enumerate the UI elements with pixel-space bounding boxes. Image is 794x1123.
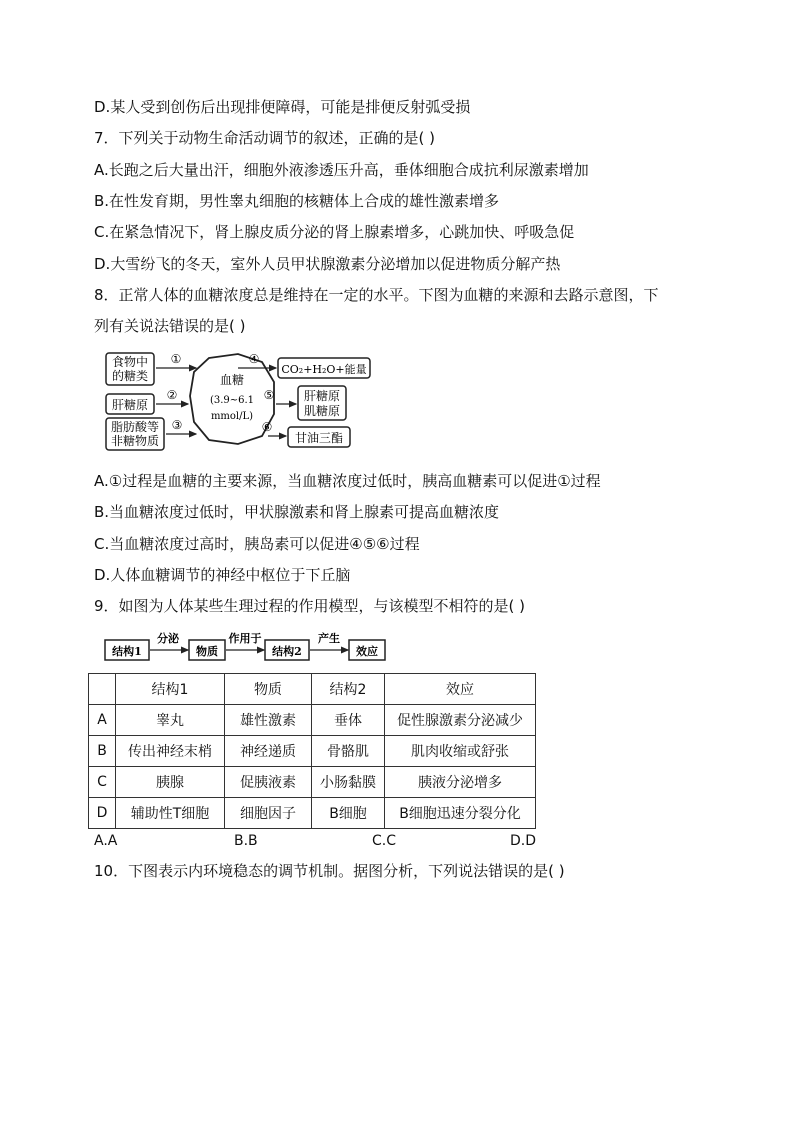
q9-model-diagram — [104, 630, 386, 662]
q8-option-a: A.①过程是血糖的主要来源，当血糖浓度过低时，胰高血糖素可以促进①过程 — [94, 472, 601, 490]
table-cell: A — [89, 705, 116, 736]
table-cell: 胰腺 — [116, 767, 225, 798]
source-nonsugar-label-2: 非糖物质 — [110, 434, 160, 448]
table-header-row — [89, 674, 536, 705]
table-cell: B — [89, 736, 116, 767]
table-cell: 骨骼肌 — [312, 736, 385, 767]
table-cell: 胰液分泌增多 — [385, 767, 536, 798]
output-glycogen-label-1: 肝糖原 — [303, 389, 341, 403]
q9-option-a: A.A — [94, 833, 118, 849]
source-nonsugar-label-1: 脂肪酸等 — [110, 420, 160, 434]
table-cell: C — [89, 767, 116, 798]
blood-sugar-label: 血糖 — [219, 373, 245, 387]
table-cell: 小肠黏膜 — [312, 767, 385, 798]
q9-option-c: C.C — [372, 833, 397, 849]
q8-option-b: B.当血糖浓度过低时，甲状腺激素和肾上腺素可提高血糖浓度 — [94, 503, 500, 521]
q7-option-a: A.长跑之后大量出汗，细胞外液渗透压升高，垂体细胞合成抗利尿激素增加 — [94, 161, 589, 179]
output-energy-label: CO₂+H₂O+能量 — [281, 363, 367, 376]
table-header-cell: 结构1 — [116, 674, 225, 705]
q7-option-b: B.在性发育期，男性睾丸细胞的核糖体上合成的雄性激素增多 — [94, 192, 500, 210]
q9-option-d: D.D — [510, 833, 537, 849]
q8-option-d: D.人体血糖调节的神经中枢位于下丘脑 — [94, 566, 351, 584]
table-cell: 睾丸 — [116, 705, 225, 736]
model-arrow-secrete-label: 分泌 — [157, 632, 179, 645]
table-cell: 促性腺激素分泌减少 — [385, 705, 536, 736]
q10-stem: 10．下图表示内环境稳态的调节机制。据图分析，下列说法错误的是( ) — [94, 862, 565, 880]
blood-sugar-range-2: mmol/L) — [210, 411, 254, 422]
table-cell: 传出神经末梢 — [116, 736, 225, 767]
process-1-label: ① — [170, 352, 182, 366]
source-food-label-2: 的糖类 — [111, 369, 149, 383]
q9-option-b: B.B — [234, 833, 258, 849]
process-6-label: ⑥ — [261, 420, 273, 434]
q8-stem-line2: 列有关说法错误的是( ) — [94, 317, 246, 335]
output-triglyceride-label: 甘油三酯 — [294, 431, 344, 445]
q7-stem: 7．下列关于动物生命活动调节的叙述，正确的是( ) — [94, 129, 436, 147]
process-2-label: ② — [166, 388, 178, 402]
model-box-structure2-label: 结构2 — [272, 645, 302, 658]
model-box-effect-label: 效应 — [356, 645, 378, 658]
model-arrow-acts-on-label: 作用于 — [228, 632, 262, 645]
table-header-cell: 物质 — [225, 674, 312, 705]
q9-table — [88, 673, 536, 829]
table-row — [89, 798, 536, 829]
q7-option-c: C.在紧急情况下，肾上腺皮质分泌的肾上腺素增多，心跳加快、呼吸急促 — [94, 223, 575, 241]
model-box-structure1-label: 结构1 — [112, 645, 142, 658]
q7-option-d: D.大雪纷飞的冬天，室外人员甲状腺激素分泌增加以促进物质分解产热 — [94, 255, 561, 273]
table-row — [89, 736, 536, 767]
model-box-substance-label: 物质 — [196, 645, 218, 658]
table-cell: 垂体 — [312, 705, 385, 736]
table-cell: 促胰液素 — [225, 767, 312, 798]
process-4-label: ④ — [248, 352, 260, 366]
model-arrow-produce-label: 产生 — [318, 632, 340, 645]
source-glycogen-label: 肝糖原 — [111, 398, 149, 412]
q8-option-c: C.当血糖浓度过高时，胰岛素可以促进④⑤⑥过程 — [94, 535, 420, 553]
q6-option-d: D.某人受到创伤后出现排便障碍，可能是排便反射弧受损 — [94, 98, 471, 116]
process-5-label: ⑤ — [263, 388, 275, 402]
process-3-label: ③ — [171, 418, 183, 432]
table-cell: 肌肉收缩或舒张 — [385, 736, 536, 767]
table-cell: B细胞 — [312, 798, 385, 829]
table-cell: 细胞因子 — [225, 798, 312, 829]
table-cell: B细胞迅速分裂分化 — [385, 798, 536, 829]
source-food-label-1: 食物中 — [111, 355, 149, 369]
table-header-cell — [89, 674, 116, 705]
table-cell: 辅助性T细胞 — [116, 798, 225, 829]
output-glycogen-label-2: 肌糖原 — [303, 404, 341, 418]
blood-sugar-diagram — [104, 348, 374, 454]
blood-sugar-range-1: (3.9~6.1 — [209, 395, 255, 406]
table-cell: D — [89, 798, 116, 829]
table-row — [89, 705, 536, 736]
q9-stem: 9．如图为人体某些生理过程的作用模型，与该模型不相符的是( ) — [94, 597, 526, 615]
q8-stem-line1: 8．正常人体的血糖浓度总是维持在一定的水平。下图为血糖的来源和去路示意图，下 — [94, 286, 659, 304]
table-cell: 神经递质 — [225, 736, 312, 767]
table-header-cell: 效应 — [385, 674, 536, 705]
table-row — [89, 767, 536, 798]
table-cell: 雄性激素 — [225, 705, 312, 736]
table-header-cell: 结构2 — [312, 674, 385, 705]
